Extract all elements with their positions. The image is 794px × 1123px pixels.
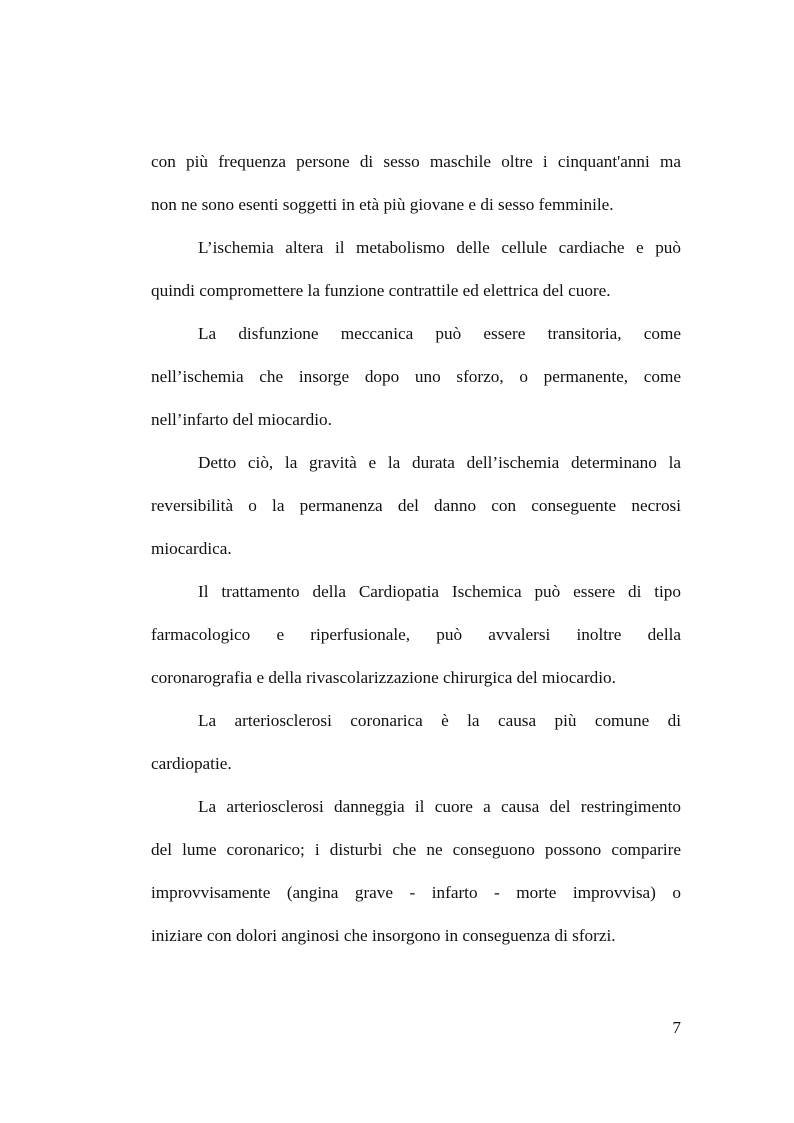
text-line: reversibilità o la permanenza del danno con conseguente necrosi — [151, 496, 681, 515]
text-line: quindi compromettere la funzione contrattile ed elettrica del cuore. — [151, 281, 611, 300]
page-number: 7 — [672, 1018, 681, 1037]
text-line: del lume coronarico; i disturbi che ne conseguono possono comparire — [151, 840, 681, 859]
text-line: con più frequenza persone di sesso maschile oltre i cinquant'anni ma — [151, 152, 681, 171]
text-line: L’ischemia altera il metabolismo delle cellule cardiache e può — [198, 238, 681, 257]
text-line: cardiopatie. — [151, 754, 232, 773]
text-line: miocardica. — [151, 539, 232, 558]
text-line: nell’ischemia che insorge dopo uno sforzo, o permanente, come — [151, 367, 681, 386]
text-line: Il trattamento della Cardiopatia Ischemica può essere di tipo — [198, 582, 681, 601]
body-text — [151, 148, 681, 965]
text-line: Detto ciò, la gravità e la durata dell’ischemia determinano la — [198, 453, 681, 472]
text-line: non ne sono esenti soggetti in età più giovane e di sesso femminile. — [151, 195, 614, 214]
text-line: La arteriosclerosi coronarica è la causa più comune di — [198, 711, 681, 730]
text-line: La arteriosclerosi danneggia il cuore a causa del restringimento — [198, 797, 681, 816]
text-line: coronarografia e della rivascolarizzazione chirurgica del miocardio. — [151, 668, 616, 687]
text-line: farmacologico e riperfusionale, può avvalersi inoltre della — [151, 625, 681, 644]
text-line: nell’infarto del miocardio. — [151, 410, 332, 429]
text-line: iniziare con dolori anginosi che insorgono in conseguenza di sforzi. — [151, 926, 616, 945]
text-line: La disfunzione meccanica può essere transitoria, come — [198, 324, 681, 343]
text-line: improvvisamente (angina grave - infarto - morte improvvisa) o — [151, 883, 681, 902]
